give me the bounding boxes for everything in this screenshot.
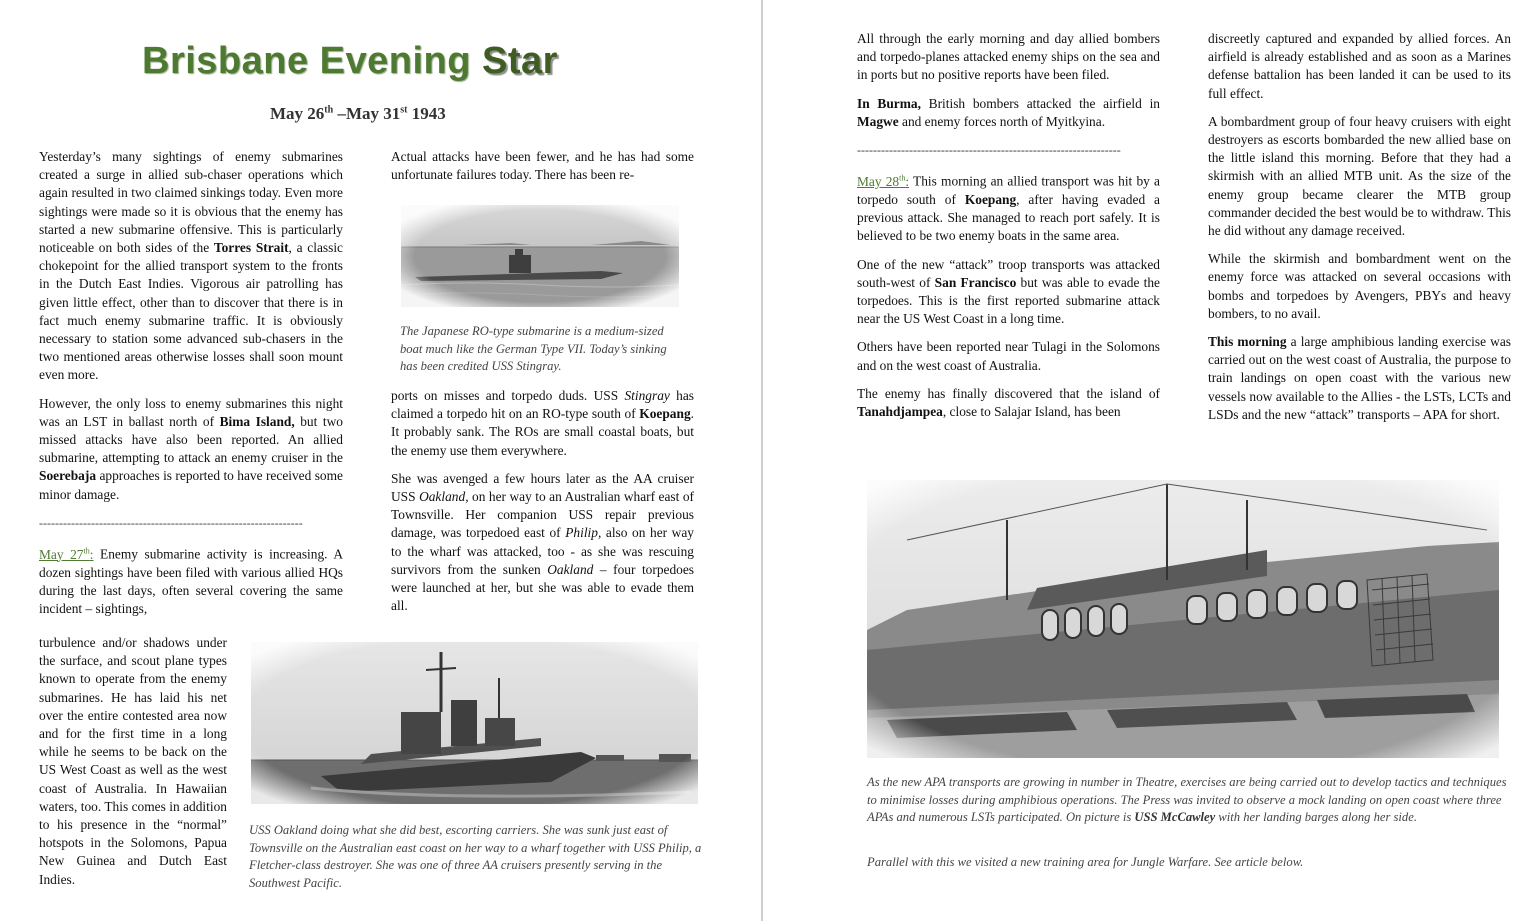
right-column-2 <box>1208 30 1511 434</box>
article-paragraph: The enemy has finally discovered that the island of Tanahdjampea, close to Salajar Island, has been <box>857 385 1160 419</box>
footer-note: Parallel with this we visited a new training area for Jungle Warfare. See article below. <box>867 855 1304 869</box>
left-column-1-continued <box>39 634 227 899</box>
right-column-1 <box>857 30 1160 431</box>
article-paragraph: In Burma, British bombers attacked the airfield in Magwe and enemy forces north of Myitkyina. <box>857 95 1160 129</box>
submarine-caption: The Japanese RO-type submarine is a medium-sized boat much like the German Type VII. Today’s sinking has been credited USS Stingray. <box>400 324 667 373</box>
article-paragraph: Actual attacks have been fewer, and he has had some unfortunate failures today. There has been re- <box>391 149 694 183</box>
article-paragraph: One of the new “attack” troop transports was attacked south-west of San Francisco but was able to evade the torpedoes. This is the first reported submarine attack near the US West Coast in a long time. <box>857 256 1161 327</box>
dateline: May 26th –May 31st 1943 <box>270 104 446 123</box>
section-separator: ------------------------------------------------------------------ <box>857 143 1121 158</box>
left-column-1 <box>39 148 343 618</box>
article-paragraph: discreetly captured and expanded by allied forces. An airfield is already established and as soon as a Marines defense battalion has been landed it can be used to its full effect. <box>1208 31 1511 101</box>
article-paragraph: turbulence and/or shadows under the surface, and scout plane types known to operate from the enemy submarines. He has laid his net over the entire contested area now and for the first time in a long while he seems to be back on the US West Coast as well as the west coast of Australia. In Hawaiian waters, too. This comes in addition to his presence in the “normal” hotspots in the Solomons, Papua New Guinea and Dutch East Indies. <box>39 635 227 887</box>
article-paragraph: Yesterday’s many sightings of enemy submarines created a surge in allied sub-chaser operations which again resulted in two claimed sinkings today. Even more sightings were made so it is obvious that the enemy has started a new submarine offensive. This is particularly noticeable on both sides of the Torres Strait, a classic chokepoint for the allied transport system to the fronts in the Dutch East Indies. Vigorous air patrolling has given little effect, other than to discover that there is in fact much enemy submarine traffic. It is obviously necessary to station some advanced sub-chasers in the two mentioned areas otherwise losses shall soon mount even more. <box>39 149 343 383</box>
article-paragraph: ports on misses and torpedo duds. USS Stingray has claimed a torpedo hit on an RO-type south of Koepang. It probably sank. The ROs are small coastal boats, but the enemy use them everywhere. <box>391 388 694 458</box>
article-paragraph: Others have been reported near Tulagi in the Solomons and on the west coast of Australia. <box>857 339 1160 373</box>
article-paragraph: All through the early morning and day allied bombers and torpedo-planes attacked enemy ships on the sea and in ports but no positive reports have been filed. <box>857 31 1160 83</box>
right-page <box>763 0 1539 921</box>
submarine-photo <box>401 205 679 307</box>
left-column-2-bottom <box>391 387 694 625</box>
article-paragraph: She was avenged a few hours later as the AA cruiser USS Oakland, on her way to an Australian wharf east of Townsville. Her companion USS repair previous damage, was torpedoed east of Philip, also on her way to the wharf was attacked, too - as she was rescuing survivors from the sunken Oakland – four torpedoes were launched at her, but she was able to evade them all. <box>391 470 694 614</box>
article-paragraph: While the skirmish and bombardment went on the enemy force was attacked on several occasions with bombs and torpedoes by Avengers, PBYs and heavy bombers, to no avail. <box>1208 251 1511 321</box>
section-subhead: May 27th: <box>39 546 94 562</box>
article-paragraph: This morning a large amphibious landing exercise was carried out on the west coast of Australia, the purpose to train landings on open coast with the various new vessels now available to the Allies - the LSTs, LCTs and LSDs and the new “attack” transports – APA for short. <box>1208 334 1511 422</box>
masthead-title: Brisbane Evening Star <box>142 40 558 82</box>
left-column-2-top <box>391 148 694 194</box>
article-paragraph: May 27th: Enemy submarine activity is increasing. A dozen sightings have been filed with various allied HQs during the last days, often several covering the same incident – sightings, <box>39 546 343 617</box>
uss-oakland-caption: USS Oakland doing what she did best, escorting carriers. She was sunk just east of Townsville on the Australian east coast on her way to a wharf together with USS Philip, a Fletcher-class destroyer. She was one of three AA cruisers presently serving in the Southwest Pacific. <box>249 823 702 890</box>
uss-mccawley-photo <box>867 480 1499 758</box>
uss-oakland-photo <box>251 642 698 804</box>
section-subhead: May 28th: <box>857 173 910 189</box>
section-separator: ------------------------------------------------------------------ <box>39 515 303 530</box>
uss-mccawley-caption: As the new APA transports are growing in number in Theatre, exercises are being carried out to develop tactics and techniques to minimise losses during amphibious operations. The Press was invited to observe a mock landing on open coast where three APAs and numerous LSTs participated. On picture is USS McCawley with her landing barges along her side. <box>867 775 1507 824</box>
article-paragraph: However, the only loss to enemy submarines this night was an LST in ballast north of Bima Island, but two missed attacks have also been reported. An allied submarine, attempting to attack an enemy cruiser in the Soerebaja approaches is reported to have received some minor damage. <box>39 395 343 502</box>
left-page <box>0 0 761 921</box>
article-paragraph: May 28th: This morning an allied transport was hit by a torpedo south of Koepang, after having evaded a previous attack. She managed to reach port safely. It is believed to be two enemy boats in the same area. <box>857 173 1160 244</box>
article-paragraph: A bombardment group of four heavy cruisers with eight destroyers as escorts bombarded the new allied base on the little island this morning. Before that they had a skirmish with an allied MTB unit. As the size of the enemy group became clearer the MTB group commander decided the best would be to withdraw. This he did without any damage received. <box>1208 113 1511 239</box>
